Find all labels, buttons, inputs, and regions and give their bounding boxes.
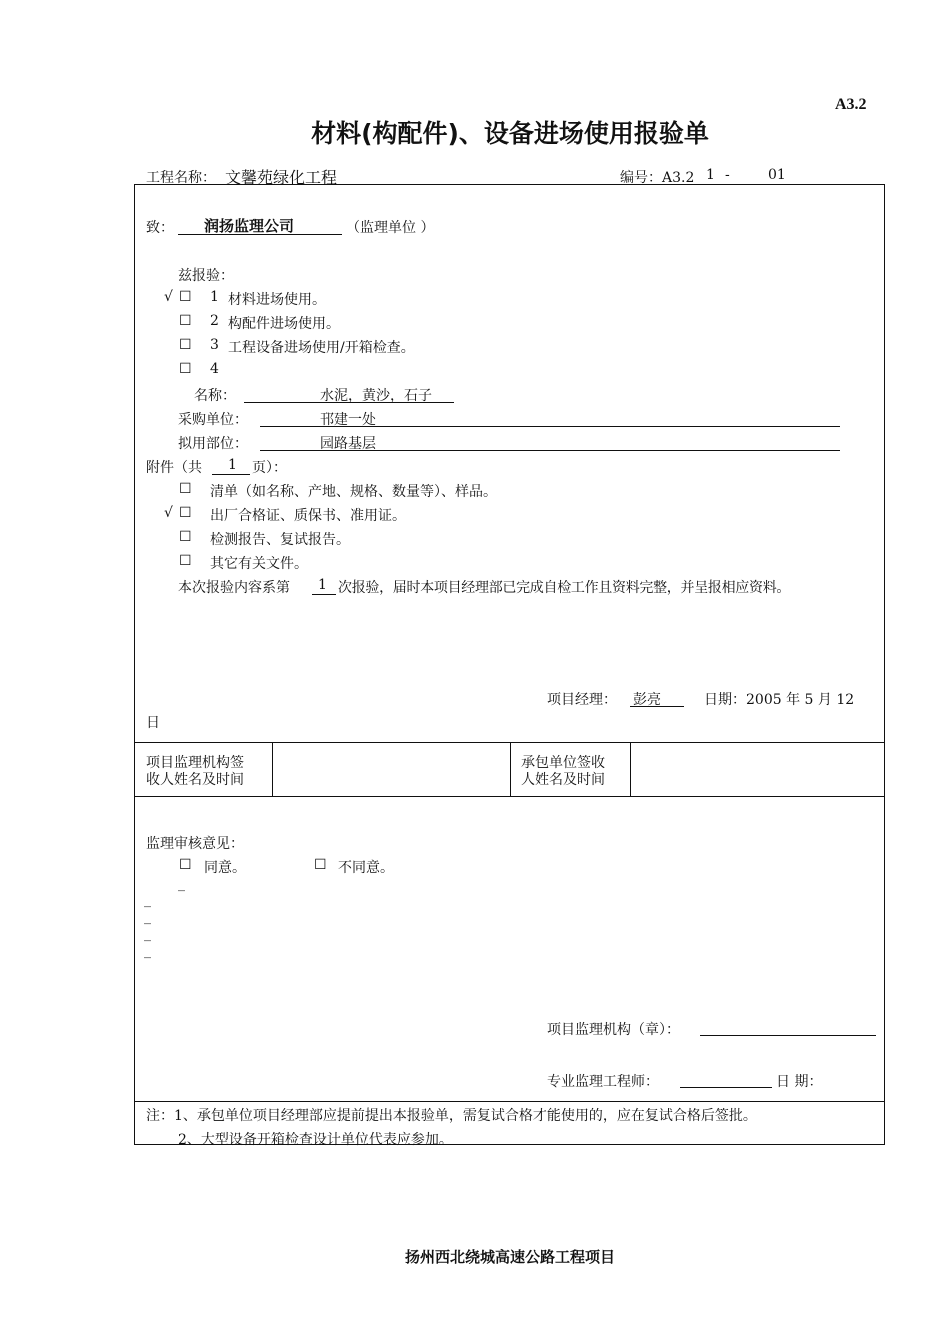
checkbox-1[interactable]: ☐	[179, 289, 192, 305]
attachment-2-text: 出厂合格证、质保书、准用证。	[210, 508, 406, 524]
attachments-count: 1	[228, 457, 237, 473]
project-name: 文馨苑绿化工程	[225, 168, 338, 187]
attachment-checkbox-1[interactable]: ☐	[179, 481, 192, 497]
item-1-num: 1	[210, 289, 219, 305]
attachment-checkbox-2[interactable]: ☐	[179, 505, 192, 521]
dash-5: _	[144, 943, 151, 959]
checkbox-2[interactable]: ☐	[179, 313, 192, 329]
dash-2: _	[144, 892, 151, 908]
checkbox-3[interactable]: ☐	[179, 337, 192, 353]
note-line-1: 注：1、承包单位项目经理部应提前提出本报验单，需复试合格才能使用的，应在复试合格后签批。	[146, 1108, 757, 1124]
attachments-label-suffix: 页）：	[252, 460, 287, 476]
agree-checkbox[interactable]: ☐	[179, 857, 192, 873]
dash-3: _	[144, 909, 151, 925]
dash-4: _	[144, 926, 151, 942]
number-mid: 1	[706, 167, 715, 183]
engineer-label: 专业监理工程师：	[547, 1074, 659, 1090]
attachments-label-prefix: 附件（共	[146, 460, 202, 476]
name-value: 水泥，黄沙，石子	[320, 388, 432, 404]
attachment-4-text: 其它有关文件。	[210, 556, 308, 572]
statement-prefix: 本次报验内容系第	[178, 580, 290, 596]
disagree-label: 不同意。	[338, 860, 394, 876]
number-sep: -	[725, 167, 730, 183]
item-4-num: 4	[210, 361, 219, 377]
item-1-text: 材料进场使用。	[228, 292, 326, 308]
location-label: 拟用部位：	[178, 436, 248, 452]
item-3-num: 3	[210, 337, 219, 353]
sign-date-end: 日	[146, 715, 160, 731]
location-value: 园路基层	[320, 436, 376, 452]
agree-label: 同意。	[204, 860, 246, 876]
statement-suffix: 次报验，届时本项目经理部已完成自检工作且资料完整，并呈报相应资料。	[338, 580, 791, 596]
item-2-num: 2	[210, 313, 219, 329]
page-title: 材料(构配件)、设备进场使用报验单	[311, 119, 709, 148]
manager-name: 彭亮	[633, 692, 661, 708]
supervisor-role: （监理单位 ）	[346, 220, 435, 236]
attachment-check-mark-2: √	[164, 505, 173, 521]
checkbox-4[interactable]: ☐	[179, 361, 192, 377]
number-value: 01	[768, 167, 786, 183]
contractor-receipt-label-2: 人姓名及时间	[521, 772, 605, 788]
item-3-text: 工程设备进场使用/开箱检查。	[228, 340, 415, 356]
review-date-label: 日 期：	[776, 1074, 823, 1090]
attachment-1-text: 清单（如名称、产地、规格、数量等）、样品。	[210, 484, 497, 500]
report-intro: 兹报验：	[178, 268, 234, 284]
form-code: A3.2	[835, 96, 867, 113]
item-2-text: 构配件进场使用。	[228, 316, 340, 332]
footer-project: 扬州西北绕城高速公路工程项目	[404, 1248, 615, 1266]
buyer-label: 采购单位：	[178, 412, 248, 428]
check-mark-1: √	[164, 289, 173, 305]
project-label: 工程名称：	[146, 170, 216, 186]
sign-date: 日期：2005 年 5 月 12	[704, 692, 855, 708]
contractor-receipt-label-1: 承包单位签收	[521, 755, 605, 771]
number-label: 编号：A3.2	[620, 170, 695, 186]
statement-count: 1	[318, 577, 327, 593]
buyer-value: 邗建一处	[320, 412, 376, 428]
note-line-2: 2、大型设备开箱检查设计单位代表应参加。	[178, 1132, 453, 1148]
attachment-checkbox-4[interactable]: ☐	[179, 553, 192, 569]
to-label: 致：	[146, 220, 174, 236]
org-label: 项目监理机构（章）：	[547, 1022, 680, 1038]
supervisor-receipt-label-2: 收人姓名及时间	[146, 772, 244, 788]
supervisor-receipt-label-1: 项目监理机构签	[146, 755, 244, 771]
review-label: 监理审核意见：	[146, 836, 244, 852]
manager-label: 项目经理：	[547, 692, 617, 708]
disagree-checkbox[interactable]: ☐	[314, 857, 327, 873]
attachment-3-text: 检测报告、复试报告。	[210, 532, 350, 548]
name-label: 名称：	[194, 388, 236, 404]
dash-1: _	[178, 876, 185, 892]
attachment-checkbox-3[interactable]: ☐	[179, 529, 192, 545]
supervisor-company: 润扬监理公司	[204, 217, 295, 235]
